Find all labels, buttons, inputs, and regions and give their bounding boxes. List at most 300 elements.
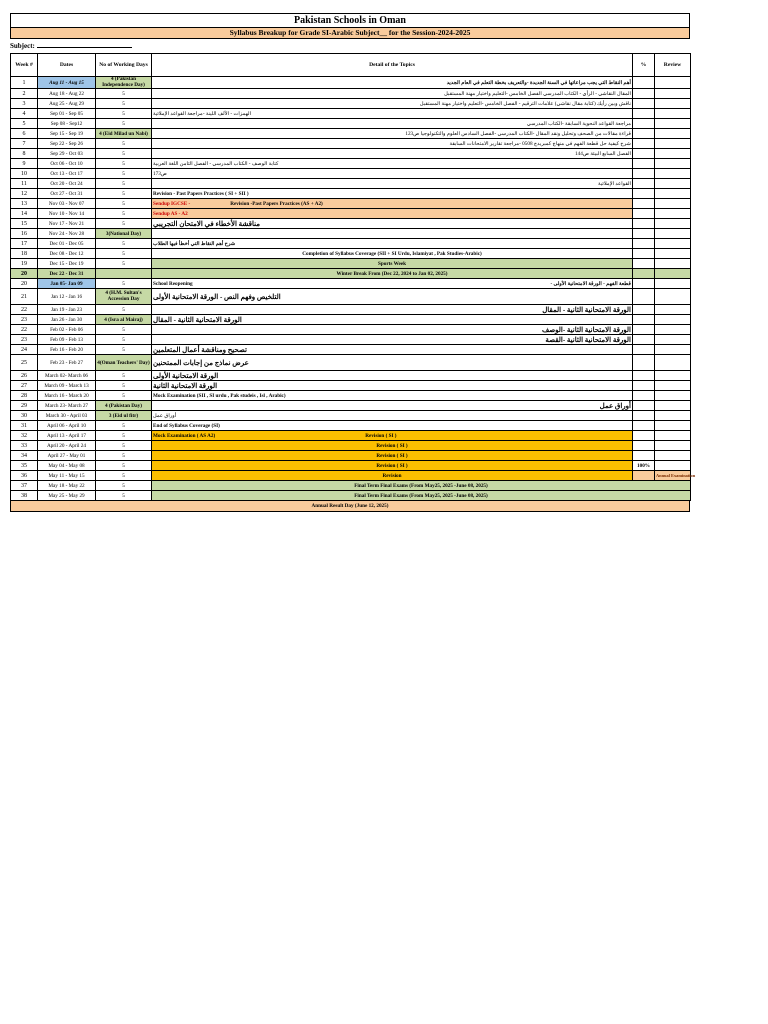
week-cell: 16 bbox=[11, 229, 38, 239]
table-row bbox=[11, 99, 691, 109]
review-cell[interactable] bbox=[655, 259, 691, 269]
table-row bbox=[11, 315, 691, 325]
days-cell: 4 (Eid Milad un Nabi) bbox=[96, 129, 152, 139]
table-row bbox=[11, 371, 691, 381]
review-cell[interactable] bbox=[655, 441, 691, 451]
topic-cell[interactable]: Revision ( SI ) bbox=[152, 451, 633, 461]
days-cell: 5 bbox=[96, 99, 152, 109]
topic-cell[interactable]: Revision ( SI ) bbox=[152, 441, 633, 451]
review-cell[interactable] bbox=[655, 335, 691, 345]
topic-cell[interactable]: الورقة الامتحانية الثانية - المقال bbox=[152, 305, 633, 315]
week-cell: 37 bbox=[11, 481, 38, 491]
revision-si-label: Revision ( SI ) bbox=[365, 432, 397, 439]
week-cell: 4 bbox=[11, 109, 38, 119]
days-cell: 5 bbox=[96, 451, 152, 461]
syllabus-table bbox=[10, 53, 696, 501]
review-cell[interactable] bbox=[655, 451, 691, 461]
header-percent: % bbox=[633, 54, 655, 77]
percent-cell[interactable] bbox=[633, 89, 655, 99]
sendup-as-label: Sendup AS - A2 bbox=[153, 210, 188, 217]
week-cell: 14 bbox=[11, 209, 38, 219]
topic-cell[interactable]: الورقة الامتحانية الثانية bbox=[152, 381, 633, 391]
review-cell[interactable] bbox=[655, 169, 691, 179]
days-cell: 3(National Day) bbox=[96, 229, 152, 239]
table-row bbox=[11, 381, 691, 391]
percent-cell[interactable] bbox=[633, 109, 655, 119]
dates-cell: March 23- March 27 bbox=[38, 401, 96, 411]
review-cell[interactable] bbox=[655, 391, 691, 401]
review-cell[interactable] bbox=[655, 279, 691, 289]
review-cell[interactable] bbox=[655, 315, 691, 325]
days-cell: 5 bbox=[96, 239, 152, 249]
review-cell[interactable] bbox=[655, 99, 691, 109]
topic-cell[interactable]: Final Term Final Exams (From May25, 2025 -June 08, 2025) bbox=[152, 491, 691, 501]
review-cell[interactable] bbox=[655, 371, 691, 381]
percent-cell[interactable] bbox=[633, 421, 655, 431]
review-cell[interactable] bbox=[655, 345, 691, 355]
week-cell: 12 bbox=[11, 189, 38, 199]
reopening-topic-label: قطعة الفهم - الورقة الامتحانية الأولى - bbox=[550, 280, 631, 287]
percent-cell[interactable] bbox=[633, 345, 655, 355]
review-cell[interactable] bbox=[655, 189, 691, 199]
week-cell: 31 bbox=[11, 421, 38, 431]
dates-cell: Oct 20 - Oct 24 bbox=[38, 179, 96, 189]
percent-cell[interactable] bbox=[633, 219, 655, 229]
percent-cell[interactable] bbox=[633, 239, 655, 249]
table-row bbox=[11, 149, 691, 159]
table-row bbox=[11, 481, 691, 491]
dates-cell: March 30 - April 03 bbox=[38, 411, 96, 421]
days-cell: 5 bbox=[96, 169, 152, 179]
school-reopening-label: School Reopening bbox=[153, 280, 193, 287]
table-row bbox=[11, 289, 691, 305]
topic-cell[interactable]: شرح أهم النقاط التي أخطأ فيها الطلاب bbox=[152, 239, 633, 249]
dates-cell: Sep 29 - Oct 03 bbox=[38, 149, 96, 159]
review-cell[interactable] bbox=[655, 249, 691, 259]
percent-cell[interactable] bbox=[633, 315, 655, 325]
percent-cell[interactable]: 100% bbox=[633, 461, 655, 471]
table-row bbox=[11, 119, 691, 129]
subject-row bbox=[10, 39, 690, 53]
week-cell: 9 bbox=[11, 159, 38, 169]
week-cell: 36 bbox=[11, 471, 38, 481]
days-cell bbox=[96, 269, 152, 279]
week-cell: 23 bbox=[11, 315, 38, 325]
table-row bbox=[11, 109, 691, 119]
topic-cell[interactable]: Revision - Past Papers Practices ( SI + SII ) bbox=[152, 189, 633, 199]
days-cell: 5 bbox=[96, 335, 152, 345]
review-cell[interactable] bbox=[655, 289, 691, 305]
days-cell: 5 bbox=[96, 431, 152, 441]
review-cell[interactable] bbox=[655, 431, 691, 441]
days-cell: 5 bbox=[96, 159, 152, 169]
dates-cell: Nov 10 - Nov 14 bbox=[38, 209, 96, 219]
week-cell: 20 bbox=[11, 269, 38, 279]
topic-cell[interactable]: الهمزات - الألف اللينة -مراجعة القواعد الإملائية bbox=[152, 109, 633, 119]
dates-cell: Dec 15 - Dec 19 bbox=[38, 259, 96, 269]
table-header-row bbox=[11, 54, 691, 77]
topic-cell[interactable] bbox=[152, 229, 633, 239]
dates-cell: Jan 19 - Jan 23 bbox=[38, 305, 96, 315]
table-row bbox=[11, 491, 691, 501]
days-cell: 5 bbox=[96, 249, 152, 259]
days-cell: 5 bbox=[96, 119, 152, 129]
days-cell: 5 bbox=[96, 189, 152, 199]
review-cell[interactable] bbox=[655, 401, 691, 411]
percent-cell[interactable] bbox=[633, 451, 655, 461]
week-cell: 34 bbox=[11, 451, 38, 461]
table-row bbox=[11, 139, 691, 149]
dates-cell: Oct 27 - Oct 31 bbox=[38, 189, 96, 199]
review-cell[interactable] bbox=[655, 411, 691, 421]
topic-cell[interactable]: ناقش وبين رأيك (كتابة مقال نقاشي) علامات الترقيم - الفصل الخامس -التعليم واختيار مهنة المستقبل bbox=[152, 99, 633, 109]
table-row bbox=[11, 391, 691, 401]
annual-result-day: Annual Result Day (June 12, 2025) bbox=[10, 501, 690, 512]
topic-cell[interactable]: أهم النقاط التي يجب مراعاتها في السنة الجديدة -والتعريف بخطة التعلم في العام الجديد bbox=[152, 77, 633, 89]
table-row bbox=[11, 169, 691, 179]
days-cell: 5 bbox=[96, 391, 152, 401]
dates-cell: April 06 - April 10 bbox=[38, 421, 96, 431]
percent-cell[interactable] bbox=[633, 189, 655, 199]
review-cell[interactable] bbox=[655, 239, 691, 249]
dates-cell: April 13 - April 17 bbox=[38, 431, 96, 441]
percent-cell[interactable] bbox=[633, 305, 655, 315]
percent-cell[interactable] bbox=[633, 99, 655, 109]
percent-cell[interactable] bbox=[633, 159, 655, 169]
review-cell[interactable] bbox=[655, 355, 691, 371]
percent-cell[interactable] bbox=[633, 209, 655, 219]
topic-cell[interactable]: الفصل السابع البيئة ص144 bbox=[152, 149, 633, 159]
topic-cell[interactable]: Mock Examination (SII , SI urdu , Pak studeis , Isl , Arabic) bbox=[152, 391, 633, 401]
table-row bbox=[11, 239, 691, 249]
days-cell: 5 bbox=[96, 209, 152, 219]
header-topics: Detail of the Topics bbox=[152, 54, 633, 77]
dates-cell: May 11 - May 15 bbox=[38, 471, 96, 481]
review-cell[interactable] bbox=[655, 421, 691, 431]
percent-cell[interactable] bbox=[633, 169, 655, 179]
topic-cell[interactable]: End of Syllabus Coverage (SI) bbox=[152, 421, 633, 431]
days-cell: 5 bbox=[96, 381, 152, 391]
review-cell[interactable] bbox=[655, 109, 691, 119]
review-cell[interactable] bbox=[655, 461, 691, 471]
week-cell: 35 bbox=[11, 461, 38, 471]
header-working-days: No of Working Days bbox=[96, 54, 152, 77]
review-cell[interactable] bbox=[655, 179, 691, 189]
dates-cell: Aug 11 - Aug 15 bbox=[38, 77, 96, 89]
percent-cell[interactable] bbox=[633, 249, 655, 259]
days-cell: 5 bbox=[96, 109, 152, 119]
week-cell: 13 bbox=[11, 199, 38, 209]
review-cell[interactable] bbox=[655, 229, 691, 239]
week-cell: 6 bbox=[11, 129, 38, 139]
table-row bbox=[11, 279, 691, 289]
percent-cell[interactable] bbox=[633, 441, 655, 451]
review-cell[interactable] bbox=[655, 149, 691, 159]
percent-cell[interactable] bbox=[633, 431, 655, 441]
percent-cell[interactable] bbox=[633, 335, 655, 345]
table-row bbox=[11, 421, 691, 431]
topic-cell[interactable]: كتابة الوصف - الكتاب المدرسي - الفصل الثامن اللغة العربية bbox=[152, 159, 633, 169]
days-cell: 5 bbox=[96, 139, 152, 149]
review-cell[interactable] bbox=[655, 269, 691, 279]
review-cell[interactable] bbox=[655, 381, 691, 391]
table-row bbox=[11, 305, 691, 315]
dates-cell: Aug 18 - Aug 22 bbox=[38, 89, 96, 99]
dates-cell: Feb 09 - Feb 13 bbox=[38, 335, 96, 345]
days-cell: 5 bbox=[96, 279, 152, 289]
dates-cell: May 25 - May 29 bbox=[38, 491, 96, 501]
topic-cell[interactable] bbox=[152, 209, 633, 219]
table-row bbox=[11, 411, 691, 421]
review-cell[interactable] bbox=[655, 209, 691, 219]
week-cell: 24 bbox=[11, 345, 38, 355]
sendup-igcse-label: Sendup IGCSE - bbox=[153, 200, 191, 207]
subject-blank-line[interactable] bbox=[37, 40, 132, 48]
topic-cell[interactable]: القواعد الإملائية bbox=[152, 179, 633, 189]
topic-cell[interactable]: عرض نماذج من إجابات الممتحنين bbox=[152, 355, 633, 371]
week-cell: 8 bbox=[11, 149, 38, 159]
topic-cell[interactable]: Final Term Final Exams (From May25, 2025 -June 08, 2025) bbox=[152, 481, 691, 491]
table-row bbox=[11, 259, 691, 269]
week-cell: 30 bbox=[11, 411, 38, 421]
topic-cell[interactable]: أوراق عمل bbox=[152, 401, 633, 411]
week-cell: 11 bbox=[11, 179, 38, 189]
percent-cell[interactable] bbox=[633, 391, 655, 401]
mock-exam-label: Mock Examination ( AS A2) bbox=[153, 432, 216, 439]
days-cell: 5 bbox=[96, 471, 152, 481]
topic-cell[interactable]: ص173 bbox=[152, 169, 633, 179]
topic-cell[interactable]: المقال النقاشي - الرأي - الكتاب المدرسي الفصل الخامس -التعليم واختيار مهنة المستقبل bbox=[152, 89, 633, 99]
table-row bbox=[11, 401, 691, 411]
week-cell: 10 bbox=[11, 169, 38, 179]
days-cell: 5 bbox=[96, 345, 152, 355]
days-cell: 5 bbox=[96, 149, 152, 159]
topic-cell[interactable]: مراجعة القواعد النحوية السابقة -الكتاب المدرسي bbox=[152, 119, 633, 129]
percent-cell[interactable] bbox=[633, 411, 655, 421]
table-row bbox=[11, 179, 691, 189]
percent-cell[interactable] bbox=[633, 229, 655, 239]
dates-cell: Dec 22 - Dec 31 bbox=[38, 269, 96, 279]
percent-cell[interactable] bbox=[633, 199, 655, 209]
percent-cell[interactable] bbox=[633, 139, 655, 149]
dates-cell: Oct 06 - Oct 10 bbox=[38, 159, 96, 169]
week-cell: 25 bbox=[11, 355, 38, 371]
week-cell: 27 bbox=[11, 381, 38, 391]
table-row bbox=[11, 335, 691, 345]
table-row bbox=[11, 471, 691, 481]
week-cell: 1 bbox=[11, 77, 38, 89]
page-subtitle: Syllabus Breakup for Grade SI-Arabic Subject__ for the Session-2024-2025 bbox=[10, 28, 690, 39]
percent-cell[interactable] bbox=[633, 269, 655, 279]
topic-cell[interactable]: شرح كيفية حل قطعة الفهم في منهاج كمبريدج 0508 -مراجعة تقارير الامتحانات السابقة bbox=[152, 139, 633, 149]
dates-cell: April 20 - April 24 bbox=[38, 441, 96, 451]
days-cell: 4(Oman Teachers' Day) bbox=[96, 355, 152, 371]
days-cell: 5 bbox=[96, 259, 152, 269]
week-cell: 33 bbox=[11, 441, 38, 451]
table-row bbox=[11, 89, 691, 99]
dates-cell: Aug 25 - Aug 29 bbox=[38, 99, 96, 109]
days-cell: 5 bbox=[96, 89, 152, 99]
review-cell[interactable] bbox=[655, 199, 691, 209]
dates-cell: May 04 - May 08 bbox=[38, 461, 96, 471]
percent-cell[interactable] bbox=[633, 371, 655, 381]
days-cell: 4 (H.M. Sultan's Accession Day bbox=[96, 289, 152, 305]
days-cell: 5 bbox=[96, 491, 152, 501]
days-cell: 4 (Isra al Mairaj) bbox=[96, 315, 152, 325]
percent-cell[interactable] bbox=[633, 355, 655, 371]
days-cell: 4 (Pakistan Independence Day) bbox=[96, 77, 152, 89]
table-row bbox=[11, 159, 691, 169]
week-cell: 18 bbox=[11, 249, 38, 259]
dates-cell: Nov 17 - Nov 21 bbox=[38, 219, 96, 229]
topic-cell[interactable]: Winter Break From (Dec 22, 2024 to Jan 02, 2025) bbox=[152, 269, 633, 279]
percent-cell[interactable] bbox=[633, 325, 655, 335]
percent-cell[interactable] bbox=[633, 289, 655, 305]
topic-cell[interactable]: مناقشة الأخطاء في الامتحان التجريبي bbox=[152, 219, 633, 229]
table-row bbox=[11, 325, 691, 335]
topic-cell[interactable]: Sports Week bbox=[152, 259, 633, 269]
days-cell: 5 bbox=[96, 371, 152, 381]
table-row bbox=[11, 269, 691, 279]
topic-cell[interactable]: Completion of Syllabus Coverage (SII + SI Urdu, Islamiyat , Pak Studies-Arabic) bbox=[152, 249, 633, 259]
topic-cell[interactable]: تصحيح ومناقشة أعمال المتعلمين bbox=[152, 345, 633, 355]
review-cell[interactable] bbox=[655, 305, 691, 315]
table-row bbox=[11, 199, 691, 209]
dates-cell: Nov 03 - Nov 07 bbox=[38, 199, 96, 209]
dates-cell: Jan 26 - Jan 30 bbox=[38, 315, 96, 325]
dates-cell: Dec 01 - Dec 05 bbox=[38, 239, 96, 249]
topic-cell[interactable] bbox=[152, 199, 633, 209]
review-cell[interactable]: Annual Examination bbox=[655, 471, 691, 481]
dates-cell: March 02- March 06 bbox=[38, 371, 96, 381]
days-cell: 5 bbox=[96, 199, 152, 209]
percent-cell[interactable] bbox=[633, 401, 655, 411]
week-cell: 3 bbox=[11, 99, 38, 109]
topic-cell[interactable]: الورقة الامتحانية الثانية -الوصف bbox=[152, 325, 633, 335]
table-row bbox=[11, 219, 691, 229]
week-cell: 19 bbox=[11, 259, 38, 269]
days-cell: 5 bbox=[96, 325, 152, 335]
week-cell: 22 bbox=[11, 325, 38, 335]
week-cell: 15 bbox=[11, 219, 38, 229]
dates-cell: Sep 01 - Sep 05 bbox=[38, 109, 96, 119]
dates-cell: Nov 24 - Nov 28 bbox=[38, 229, 96, 239]
header-dates: Dates bbox=[38, 54, 96, 77]
topic-cell[interactable]: Revision bbox=[152, 471, 633, 481]
days-cell: 5 bbox=[96, 179, 152, 189]
week-cell: 22 bbox=[11, 305, 38, 315]
dates-cell: Oct 13 - Oct 17 bbox=[38, 169, 96, 179]
review-cell[interactable] bbox=[655, 77, 691, 89]
dates-cell: Feb 16 - Feb 20 bbox=[38, 345, 96, 355]
table-row bbox=[11, 451, 691, 461]
review-cell[interactable] bbox=[655, 219, 691, 229]
percent-cell[interactable] bbox=[633, 471, 655, 481]
dates-cell: March 09 - March 13 bbox=[38, 381, 96, 391]
table-row bbox=[11, 209, 691, 219]
topic-cell[interactable]: قراءة مقالات من الصحف وتحليل ونقد المقال -الكتاب المدرسي -الفصل السادس العلوم والتكنولوجيا ص123 bbox=[152, 129, 633, 139]
dates-cell: May 18 - May 22 bbox=[38, 481, 96, 491]
percent-cell[interactable] bbox=[633, 149, 655, 159]
dates-cell: Jan 05- Jan 09 bbox=[38, 279, 96, 289]
table-row bbox=[11, 345, 691, 355]
week-cell: 29 bbox=[11, 401, 38, 411]
week-cell: 26 bbox=[11, 371, 38, 381]
review-cell[interactable] bbox=[655, 129, 691, 139]
table-row bbox=[11, 461, 691, 471]
topic-cell[interactable]: الورقة الامتحانية الثانية -القصة bbox=[152, 335, 633, 345]
review-cell[interactable] bbox=[655, 159, 691, 169]
percent-cell[interactable] bbox=[633, 119, 655, 129]
table-row bbox=[11, 77, 691, 89]
days-cell: 4 (Pakistan Day) bbox=[96, 401, 152, 411]
review-cell[interactable] bbox=[655, 139, 691, 149]
dates-cell: Feb 23 - Feb 27 bbox=[38, 355, 96, 371]
week-cell: 28 bbox=[11, 391, 38, 401]
dates-cell: Sep 08 - Sep12 bbox=[38, 119, 96, 129]
percent-cell[interactable] bbox=[633, 259, 655, 269]
review-cell[interactable] bbox=[655, 89, 691, 99]
week-cell: 7 bbox=[11, 139, 38, 149]
review-cell[interactable] bbox=[655, 119, 691, 129]
dates-cell: Jan 12 - Jan 16 bbox=[38, 289, 96, 305]
table-row bbox=[11, 229, 691, 239]
review-cell[interactable] bbox=[655, 325, 691, 335]
percent-cell[interactable] bbox=[633, 179, 655, 189]
dates-cell: Sep 15 - Sep 19 bbox=[38, 129, 96, 139]
topic-cell[interactable]: الورقة الامتحانية الثانية - المقال bbox=[152, 315, 633, 325]
dates-cell: Dec 08 - Dec 12 bbox=[38, 249, 96, 259]
subject-label: Subject: bbox=[10, 42, 35, 50]
percent-cell[interactable] bbox=[633, 279, 655, 289]
header-week: Week # bbox=[11, 54, 38, 77]
percent-cell[interactable] bbox=[633, 77, 655, 89]
week-cell: 38 bbox=[11, 491, 38, 501]
percent-cell[interactable] bbox=[633, 129, 655, 139]
days-cell: 3 (Eid ul fitr) bbox=[96, 411, 152, 421]
topic-cell[interactable] bbox=[152, 279, 633, 289]
week-cell: 32 bbox=[11, 431, 38, 441]
topic-cell[interactable] bbox=[152, 431, 633, 441]
week-cell: 20 bbox=[11, 279, 38, 289]
days-cell: 5 bbox=[96, 305, 152, 315]
table-row bbox=[11, 129, 691, 139]
days-cell: 5 bbox=[96, 219, 152, 229]
dates-cell: April 27 - May 01 bbox=[38, 451, 96, 461]
days-cell: 5 bbox=[96, 481, 152, 491]
topic-cell[interactable]: التلخيص وفهم النص - الورقة الامتحانية الأولى bbox=[152, 289, 633, 305]
days-cell: 5 bbox=[96, 441, 152, 451]
table-row bbox=[11, 189, 691, 199]
topic-cell[interactable]: أوراق عمل bbox=[152, 411, 633, 421]
topic-cell[interactable]: Revision ( SI ) bbox=[152, 461, 633, 471]
days-cell: 5 bbox=[96, 461, 152, 471]
table-row bbox=[11, 355, 691, 371]
percent-cell[interactable] bbox=[633, 381, 655, 391]
days-cell: 5 bbox=[96, 421, 152, 431]
revision-label: Revision -Past Papers Practices (AS + A2) bbox=[230, 200, 323, 207]
week-cell: 17 bbox=[11, 239, 38, 249]
page-title: Pakistan Schools in Oman bbox=[10, 13, 690, 28]
dates-cell: Feb 02 - Feb 06 bbox=[38, 325, 96, 335]
week-cell: 21 bbox=[11, 289, 38, 305]
week-cell: 2 bbox=[11, 89, 38, 99]
table-row bbox=[11, 249, 691, 259]
syllabus-sheet bbox=[10, 13, 696, 512]
topic-cell[interactable]: الورقة الامتحانية الأولى bbox=[152, 371, 633, 381]
dates-cell: Sep 22 - Sep 26 bbox=[38, 139, 96, 149]
header-review: Review bbox=[655, 54, 691, 77]
